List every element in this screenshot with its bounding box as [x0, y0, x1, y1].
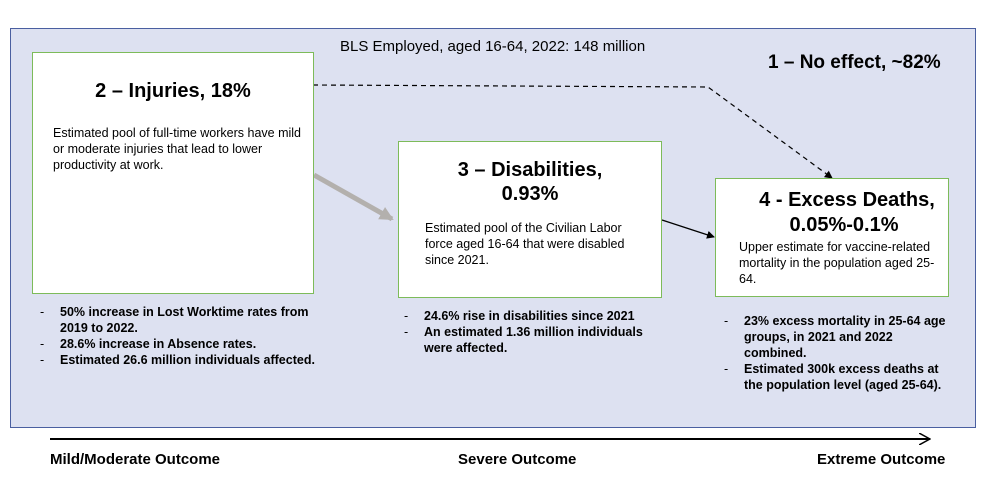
- injuries-bullet-list: [38, 304, 318, 368]
- excess-deaths-bullet-list: [722, 313, 950, 393]
- disabilities-bullet-list: [402, 308, 672, 356]
- excess-deaths-title-line1: 4 - Excess Deaths,: [759, 189, 935, 211]
- excess-deaths-title-line2: 0.05%-0.1%: [789, 214, 899, 236]
- outcome-label-severe: Severe Outcome: [458, 451, 577, 468]
- injuries-box: [32, 52, 314, 294]
- injuries-description: Estimated pool of full-time workers have mild or moderate injuries that lead to lower productivity at work.: [53, 126, 302, 172]
- no-effect-label: 1 – No effect, ~82%: [768, 52, 941, 73]
- list-item: - Estimated 300k excess deaths at the population level (aged 25-64).: [722, 361, 950, 393]
- gray-arrow-injuries-to-disabilities: [314, 175, 392, 219]
- population-header: BLS Employed, aged 16-64, 2022: 148 million: [340, 38, 646, 55]
- disabilities-box: [398, 141, 662, 298]
- disabilities-description: Estimated pool of the Civilian Labor force aged 16-64 that were disabled since 2021.: [425, 221, 625, 267]
- arrow-disabilities-to-deaths: [662, 220, 714, 237]
- list-item: - 28.6% increase in Absence rates.: [38, 336, 318, 352]
- list-item: - An estimated 1.36 million individuals were affected.: [402, 324, 672, 356]
- outcome-label-mild: Mild/Moderate Outcome: [50, 451, 221, 468]
- excess-deaths-description: Upper estimate for vaccine-related mortality in the population aged 25-64.: [739, 240, 935, 286]
- list-item: - 23% excess mortality in 25-64 age groups, in 2021 and 2022 combined.: [722, 313, 950, 361]
- outcome-label-extreme: Extreme Outcome: [817, 451, 946, 468]
- injuries-title: 2 – Injuries, 18%: [95, 80, 251, 102]
- list-item: - Estimated 26.6 million individuals affected.: [38, 352, 318, 368]
- list-item: - 24.6% rise in disabilities since 2021: [402, 308, 672, 324]
- list-item: - 50% increase in Lost Worktime rates from 2019 to 2022.: [38, 304, 318, 336]
- excess-deaths-box: [715, 178, 949, 297]
- disabilities-title-line2: 0.93%: [501, 183, 559, 205]
- disabilities-title-line1: 3 – Disabilities,: [457, 159, 603, 181]
